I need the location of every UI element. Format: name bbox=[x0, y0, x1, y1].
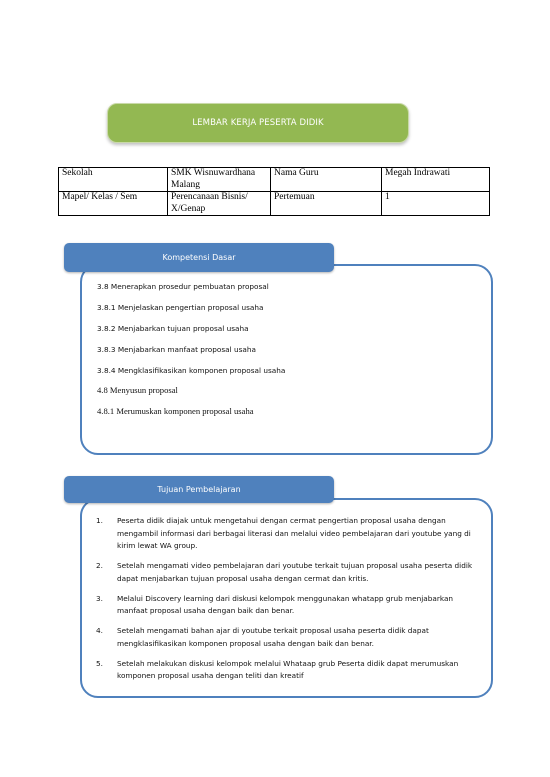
list-item bbox=[90, 593, 485, 618]
tujuan-pembelajaran-label: Tujuan Pembelajaran bbox=[157, 485, 241, 494]
table-cell: Nama Guru bbox=[271, 168, 382, 192]
list-item bbox=[90, 515, 485, 553]
table-cell: Mapel/ Kelas / Sem bbox=[59, 192, 168, 216]
page-title: LEMBAR KERJA PESERTA DIDIK bbox=[192, 118, 324, 128]
info-table bbox=[58, 167, 490, 216]
kompetensi-dasar-label: Kompetensi Dasar bbox=[162, 253, 236, 262]
table-cell: Perencanaan Bisnis/ X/Genap bbox=[168, 192, 271, 216]
list-number: 4. bbox=[96, 626, 103, 636]
list-number: 1. bbox=[96, 516, 103, 525]
list-item: 3.8.2 Menjabarkan tujuan proposal usaha bbox=[97, 324, 249, 333]
list-item: 4.8 Menyusun proposal bbox=[97, 385, 178, 395]
table-row bbox=[59, 192, 490, 216]
table-cell: SMK Wisnuwardhana Malang bbox=[168, 168, 271, 192]
table-cell: Megah Indrawati bbox=[382, 168, 490, 192]
list-item: 3.8 Menerapkan prosedur pembuatan proposal bbox=[97, 282, 269, 291]
list-text: Peserta didik diajak untuk mengetahui dengan cermat pengertian proposal usaha dengan mengambil informasi dari berbagai literasi dan melalui video pembelajaran dari youtube yang di kirim lewat WA group. bbox=[117, 516, 471, 550]
table-cell: 1 bbox=[382, 192, 490, 216]
tujuan-pembelajaran-tab bbox=[64, 476, 334, 503]
table-cell: Sekolah bbox=[59, 168, 168, 192]
list-text: Setelah mengamati bahan ajar di youtube terkait proposal usaha peserta didik dapat mengklasifikasikan komponen proposal usaha dengan baik dan benar. bbox=[117, 626, 429, 648]
list-item bbox=[90, 560, 485, 585]
list-item: 3.8.1 Menjelaskan pengertian proposal usaha bbox=[97, 303, 264, 312]
list-item bbox=[90, 625, 485, 650]
list-item: 3.8.3 Menjabarkan manfaat proposal usaha bbox=[97, 345, 256, 354]
table-cell: Pertemuan bbox=[271, 192, 382, 216]
list-item: 3.8.4 Mengklasifikasikan komponen proposal usaha bbox=[97, 366, 286, 375]
page-title-banner bbox=[107, 103, 409, 143]
list-item: 4.8.1 Merumuskan komponen proposal usaha bbox=[97, 406, 254, 416]
list-number: 2. bbox=[96, 561, 103, 571]
list-text: Setelah melakukan diskusi kelompok melalui Whataap grub Peserta didik dapat merumuskan komponen proposal usaha dengan teliti dan kreatif bbox=[117, 658, 459, 681]
tujuan-list bbox=[90, 515, 485, 690]
list-number: 3. bbox=[96, 593, 103, 603]
kompetensi-dasar-tab bbox=[64, 243, 334, 272]
list-text: Melalui Discovery learning dari diskusi kelompok menggunakan whatapp grub menjabarkan manfaat proposal usaha dengan baik dan benar. bbox=[117, 593, 454, 616]
table-row bbox=[59, 168, 490, 192]
kompetensi-dasar-box bbox=[80, 264, 493, 455]
list-item bbox=[90, 658, 485, 683]
list-text: Setelah mengamati video pembelajaran dari youtube terkait tujuan proposal usaha peserta didik dapat menjabarkan tujuan proposal usaha dengan cermat dan kritis. bbox=[117, 561, 473, 583]
list-number: 5. bbox=[96, 658, 103, 668]
